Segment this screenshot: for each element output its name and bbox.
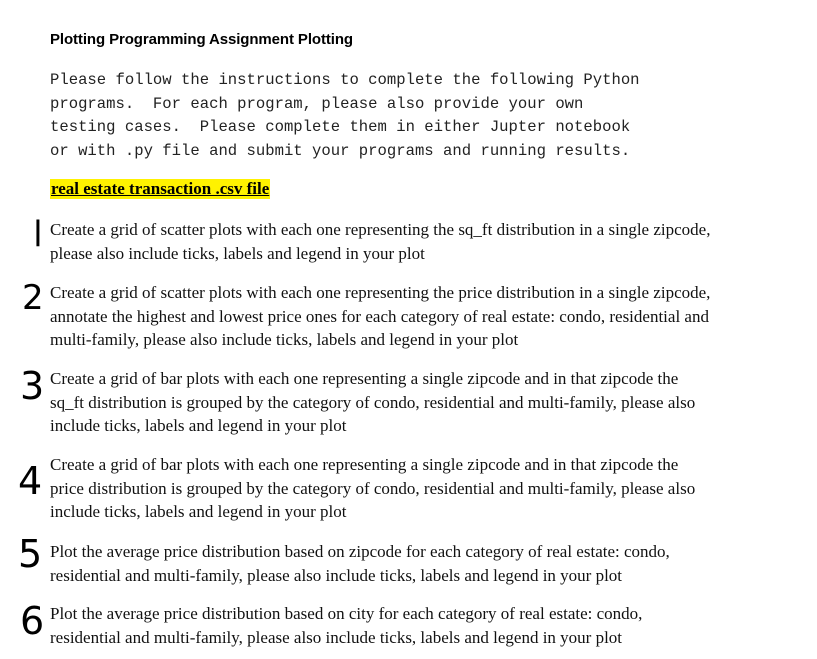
handwritten-number-3: 3 — [20, 364, 45, 408]
task-item-2 — [50, 281, 790, 352]
handwritten-number-1: | — [33, 216, 43, 247]
task-line: residential and multi-family, please also include ticks, labels and legend in your plot — [50, 627, 623, 647]
handwritten-number-4: 4 — [18, 459, 43, 503]
instructions-line: testing cases. Please complete them in either Jupter notebook — [50, 118, 631, 136]
task-item-6 — [50, 602, 790, 649]
task-line: sq_ft distribution is grouped by the category of condo, residential and multi-family, please also — [50, 392, 696, 412]
task-line: please also include ticks, labels and legend in your plot — [50, 243, 425, 263]
instructions-line: or with .py file and submit your programs and running results. — [50, 141, 631, 160]
task-line: annotate the highest and lowest price ones for each category of real estate: condo, residential and — [50, 306, 709, 326]
task-line: multi-family, please also include ticks, labels and legend in your plot — [50, 330, 519, 349]
task-line: price distribution is grouped by the category of condo, residential and multi-family, please also — [50, 478, 696, 498]
task-line: residential and multi-family, please also include ticks, labels and legend in your plot — [50, 565, 623, 585]
task-item-1 — [50, 218, 790, 265]
task-line: Plot the average price distribution based on city for each category of real estate: condo, — [50, 604, 643, 623]
instructions-paragraph — [50, 69, 770, 163]
task-line: include ticks, labels and legend in your plot — [50, 416, 347, 435]
csv-file-link[interactable]: real estate transaction .csv file — [51, 179, 270, 198]
task-line: Create a grid of bar plots with each one representing a single zipcode and in that zipcode the — [50, 369, 679, 388]
task-line: include ticks, labels and legend in your plot — [50, 502, 347, 521]
instructions-line: Please follow the instructions to complete the following Python — [50, 71, 640, 89]
task-item-5 — [50, 540, 790, 587]
handwritten-number-6: 6 — [20, 599, 45, 643]
instructions-line: programs. For each program, please also provide your own — [50, 94, 584, 113]
handwritten-number-5: 5 — [18, 532, 43, 576]
handwritten-number-2: 2 — [22, 278, 44, 318]
task-line: Create a grid of scatter plots with each one representing the price distribution in a single zipcode, — [50, 283, 711, 302]
page-title: Plotting Programming Assignment Plotting — [50, 31, 353, 48]
task-line: Create a grid of bar plots with each one representing a single zipcode and in that zipcode the — [50, 455, 679, 474]
task-line: Create a grid of scatter plots with each one representing the sq_ft distribution in a single zipcode, — [50, 220, 711, 239]
task-line: Plot the average price distribution based on zipcode for each category of real estate: condo, — [50, 542, 670, 561]
task-item-3 — [50, 367, 790, 438]
task-item-4 — [50, 453, 790, 524]
